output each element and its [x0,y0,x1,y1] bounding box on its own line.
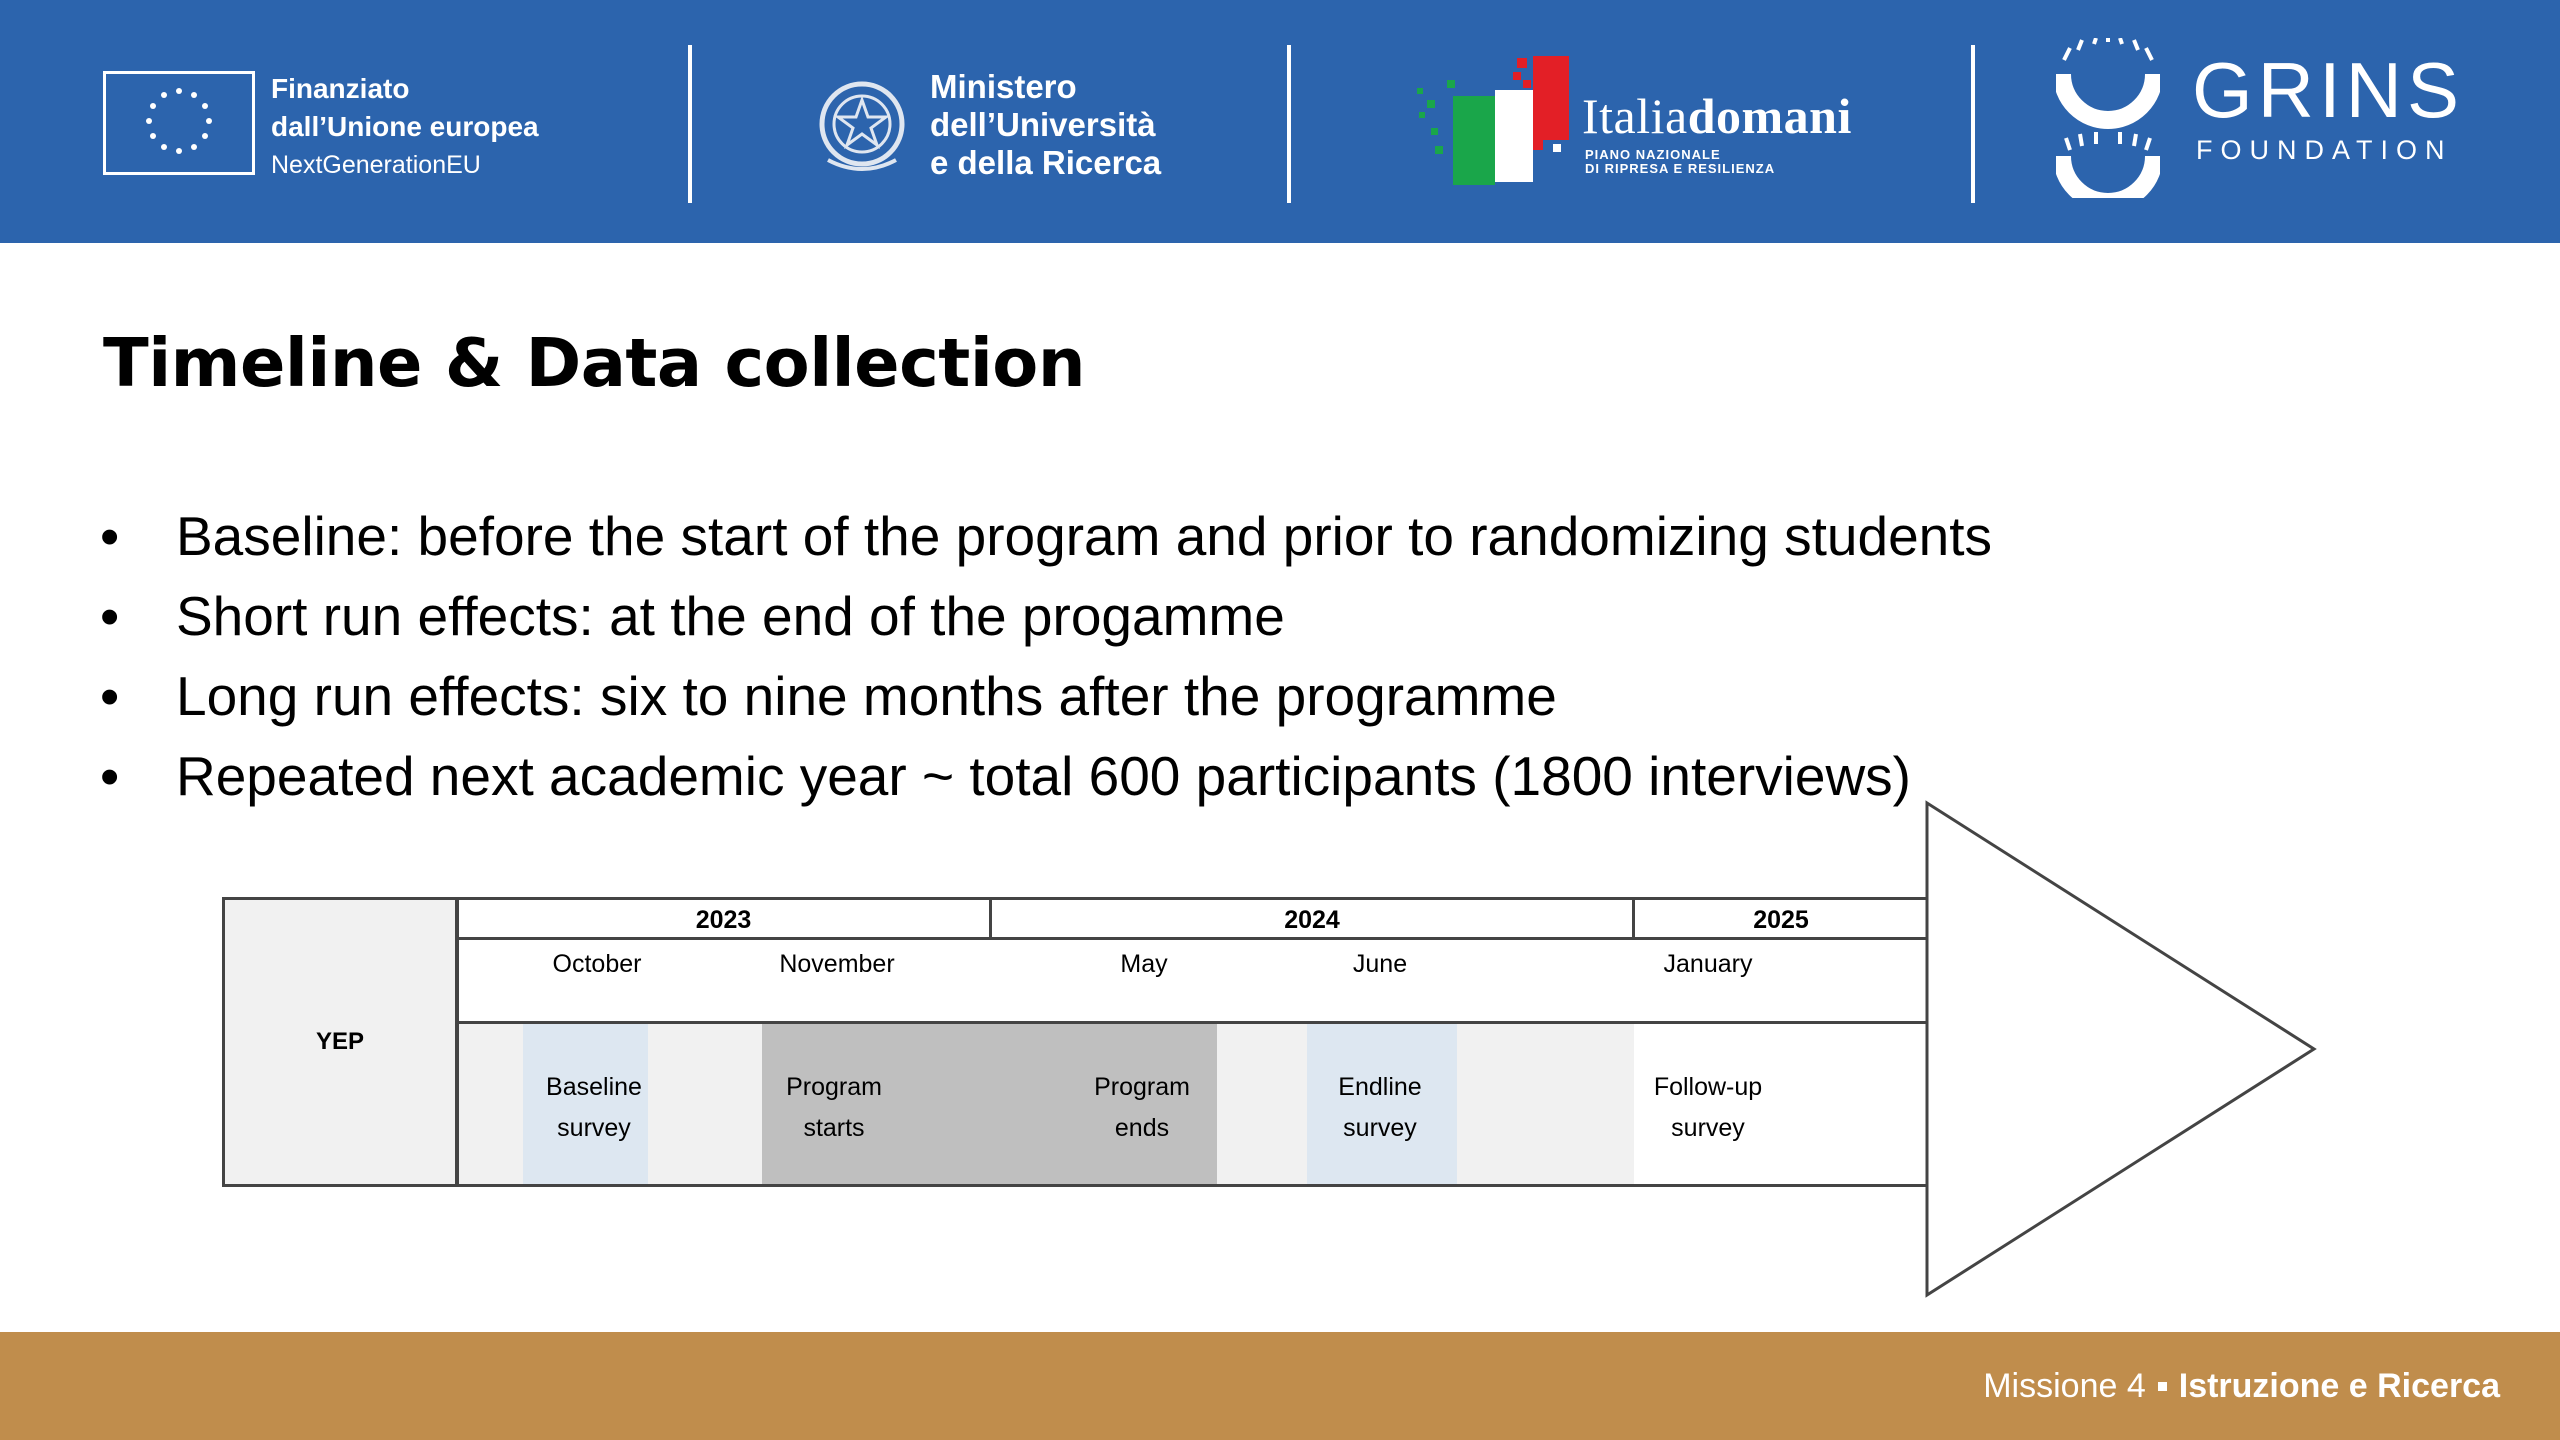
phase-label-program-ends [1042,1067,1242,1149]
eu-line-3: NextGenerationEU [271,151,481,179]
bullet-item [100,496,1992,576]
timeline-label-divider [456,897,459,1187]
bullet-text: Long run effects: six to nine months after the programme [176,665,1557,727]
phase-label-line: Baseline [546,1073,642,1101]
timeline-month-divider [458,1021,1927,1024]
phase-label-line: survey [1671,1114,1745,1142]
year-label: 2024 [1284,906,1340,934]
phase-label-line: survey [1343,1114,1417,1142]
italia-domani-flag-icon [1413,50,1573,185]
slide-title: Timeline & Data collection [103,324,1086,402]
bullet-dot-icon: • [100,745,120,807]
ministry-line-1: Ministero [930,68,1077,105]
bullet-text: Baseline: before the start of the program and prior to randomizing students [176,505,1993,567]
header-divider [1971,45,1975,203]
bullet-item [100,576,1992,656]
row-label-yep: YEP [315,1028,365,1055]
bullet-item [100,736,1992,816]
bullet-text: Repeated next academic year ~ total 600 participants (1800 interviews) [176,745,1911,807]
year-label: 2023 [695,906,752,934]
footer-area: Istruzione e Ricerca [2178,1367,2500,1405]
italia-sub-line-2: DI RIPRESA E RESILIENZA [1585,161,1776,176]
header-divider [1287,45,1291,203]
grins-wordmark: GRINS [2192,46,2465,134]
ministry-text [930,68,1161,182]
footer-square-icon [2158,1382,2167,1391]
bullet-dot-icon: • [100,585,120,647]
phase-label-line: Program [1094,1073,1190,1101]
italia-word-bold: domani [1687,88,1852,144]
phase-label-line: Endline [1338,1073,1422,1101]
month-label: November [779,950,895,978]
ministry-line-2: dell’Università [930,106,1156,143]
phase-label-line: ends [1114,1114,1170,1142]
phase-label-line: Follow-up [1653,1073,1763,1101]
footer-mission: Missione 4 [1983,1367,2146,1405]
bullet-dot-icon: • [100,665,120,727]
eu-line-1: Finanziato [271,73,410,104]
footer-mission-text [1983,1366,2500,1406]
footer-bar [0,1332,2560,1440]
phase-label-line: starts [803,1114,865,1142]
phase-label-followup [1608,1067,1808,1149]
phase-label-baseline [494,1067,694,1149]
header-divider [688,45,692,203]
month-label: June [1352,950,1408,978]
eu-flag-logo [103,71,255,175]
timeline-table [222,897,1927,1187]
timeline-year-divider [458,937,1927,940]
timeline-arrowhead-icon [1924,800,2317,1298]
eu-line-2: dall’Unione europea [271,111,539,142]
eu-stars-icon [106,74,252,172]
italia-domani-subtitle [1585,148,1775,176]
phase-label-line: survey [557,1114,631,1142]
month-label: October [552,950,642,978]
grins-foundation-label: FOUNDATION [2196,135,2453,165]
bullet-item [100,656,1992,736]
year-label: 2025 [1753,906,1809,934]
phase-label-program-starts [734,1067,934,1149]
phase-label-endline [1280,1067,1480,1149]
bullet-list [100,496,1992,816]
month-label: May [1120,950,1168,978]
italia-word-regular: Italia [1582,88,1688,144]
phase-label-line: Program [786,1073,882,1101]
eu-funding-text [271,70,539,184]
italian-republic-emblem-icon [814,72,910,180]
month-label: January [1663,950,1753,978]
italia-sub-line-1: PIANO NAZIONALE [1585,147,1721,162]
header-banner [0,0,2560,243]
grins-logo-icon [2056,38,2160,198]
bullet-dot-icon: • [100,505,120,567]
italia-domani-wordmark [1582,88,1852,144]
ministry-line-3: e della Ricerca [930,144,1162,181]
bullet-text: Short run effects: at the end of the progamme [176,585,1285,647]
